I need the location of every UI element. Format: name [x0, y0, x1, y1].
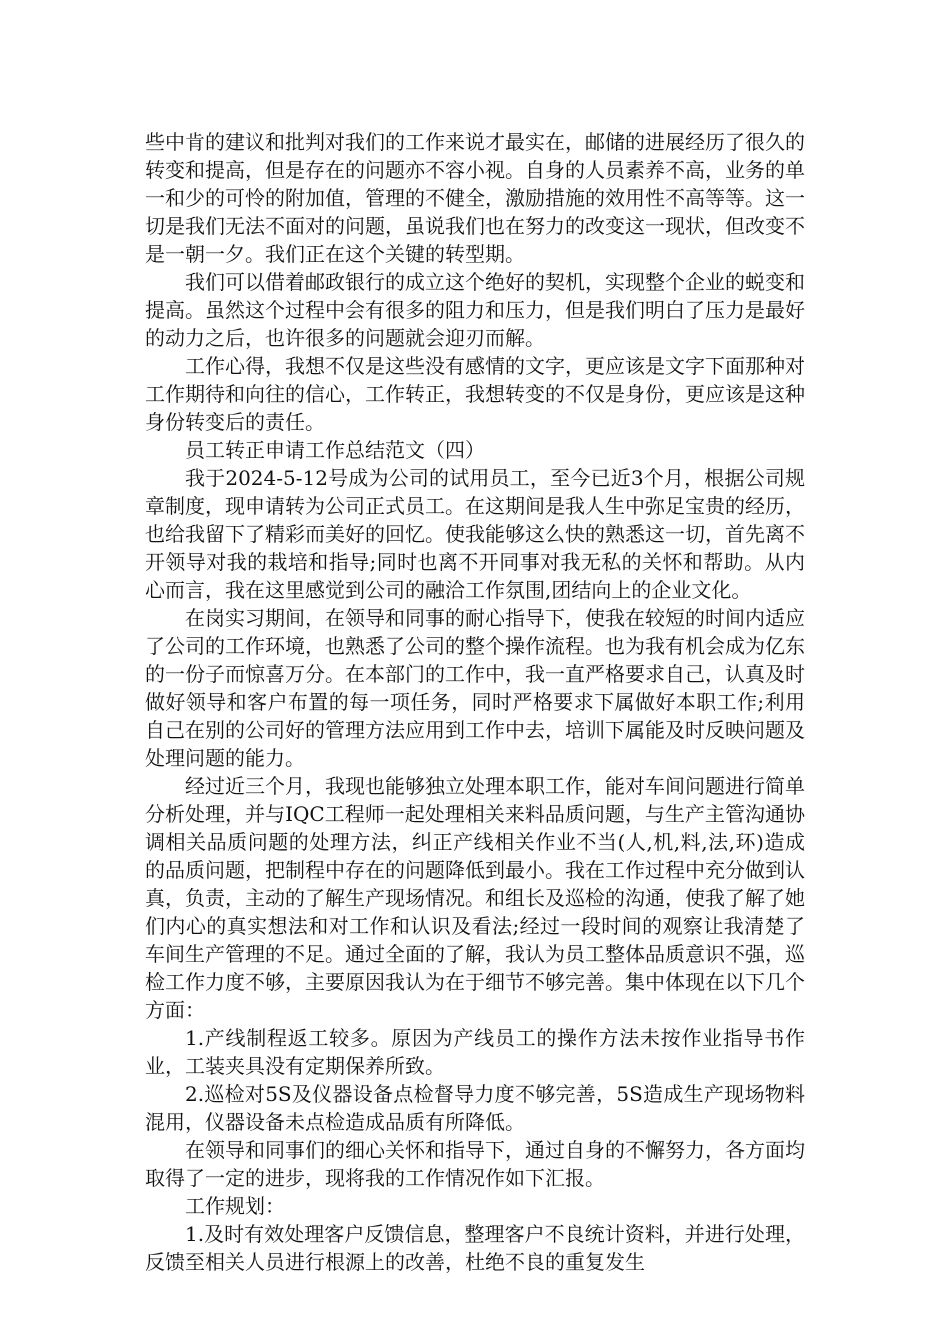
list-item: 1.及时有效处理客户反馈信息，整理客户不良统计资料，并进行处理，反馈至相关人员进行根源上的改善，杜绝不良的重复发生 [145, 1222, 805, 1274]
paragraph: 我于2024-5-12号成为公司的试用员工，至今已近3个月，根据公司规章制度，现申请转为公司正式员工。在这期间是我人生中弥足宝贵的经历，也给我留下了精彩而美好的回忆。使我能够这么快的熟悉这一切，首先离不开领导对我的栽培和指导;同时也离不开同事对我无私的关怀和帮助。从内心而言，我在这里感觉到公司的融洽工作氛围,团结向上的企业文化。 [145, 466, 805, 602]
paragraph: 我们可以借着邮政银行的成立这个绝好的契机，实现整个企业的蜕变和提高。虽然这个过程中会有很多的阻力和压力，但是我们明白了压力是最好的动力之后，也许很多的问题就会迎刃而解。 [145, 270, 805, 350]
paragraph: 在领导和同事们的细心关怀和指导下，通过自身的不懈努力，各方面均取得了一定的进步，现将我的工作情况作如下汇报。 [145, 1138, 805, 1190]
paragraph: 在岗实习期间，在领导和同事的耐心指导下，使我在较短的时间内适应了公司的工作环境，也熟悉了公司的整个操作流程。也为我有机会成为亿东的一份子而惊喜万分。在本部门的工作中，我一直严格要求自己，认真及时做好领导和客户布置的每一项任务，同时严格要求下属做好本职工作;利用自己在别的公司好的管理方法应用到工作中去，培训下属能及时反映问题及处理问题的能力。 [145, 606, 805, 770]
paragraph-continuation: 些中肯的建议和批判对我们的工作来说才最实在，邮储的进展经历了很久的转变和提高，但是存在的问题亦不容小视。自身的人员素养不高，业务的单一和少的可怜的附加值，管理的不健全，激励措施的效用性不高等等。这一切是我们无法不面对的问题，虽说我们也在努力的改变这一现状，但改变不是一朝一夕。我们正在这个关键的转型期。 [145, 130, 805, 266]
paragraph: 经过近三个月，我现也能够独立处理本职工作，能对车间问题进行简单分析处理，并与IQC工程师一起处理相关来料品质问题，与生产主管沟通协调相关品质问题的处理方法，纠正产线相关作业不当(人,机,料,法,环)造成的品质问题，把制程中存在的问题降低到最小。我在工作过程中充分做到认真，负责，主动的了解生产现场情况。和组长及巡检的沟通，使我了解了她们内心的真实想法和对工作和认识及看法;经过一段时间的观察让我清楚了车间生产管理的不足。通过全面的了解，我认为员工整体品质意识不强，巡检工作力度不够，主要原因我认为在于细节不够完善。集中体现在以下几个方面： [145, 774, 805, 1022]
document-body [145, 128, 805, 1276]
section-heading: 员工转正申请工作总结范文（四） [185, 438, 485, 462]
subheading: 工作规划： [185, 1194, 285, 1218]
list-item: 1.产线制程返工较多。原因为产线员工的操作方法未按作业指导书作业，工装夹具没有定期保养所致。 [145, 1026, 805, 1078]
list-item: 2.巡检对5S及仪器设备点检督导力度不够完善，5S造成生产现场物料混用，仪器设备未点检造成品质有所降低。 [145, 1082, 805, 1134]
paragraph: 工作心得，我想不仅是这些没有感情的文字，更应该是文字下面那种对工作期待和向往的信心，工作转正，我想转变的不仅是身份，更应该是这种身份转变后的责任。 [145, 354, 805, 434]
